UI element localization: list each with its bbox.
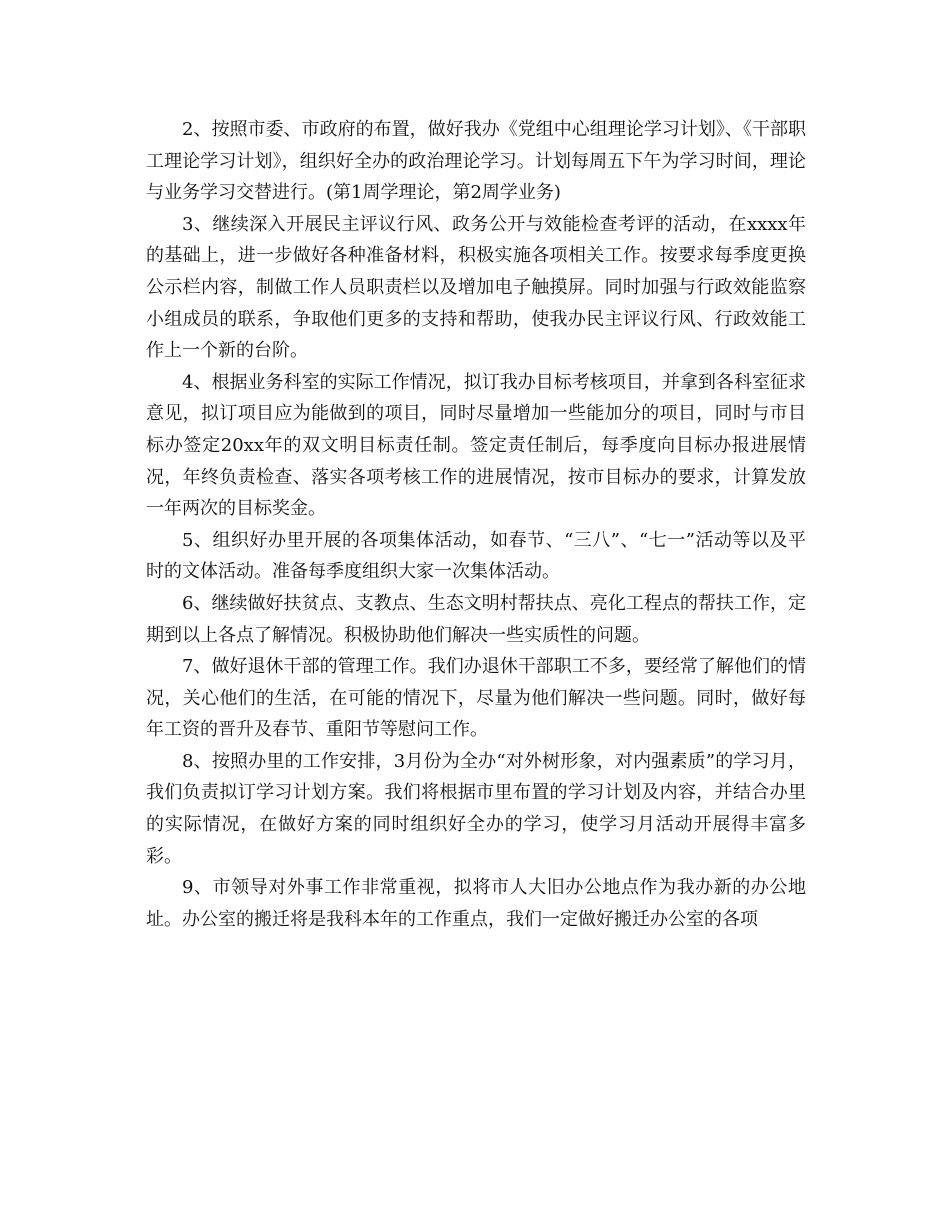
paragraph-item-5: 5、组织好办里开展的各项集体活动，如春节、“三八”、“七一”活动等以及平时的文体活动。准备每季度组织大家一次集体活动。 <box>146 529 806 583</box>
paragraph-item-2: 2、按照市委、市政府的布置，做好我办《党组中心组理论学习计划》、《干部职工理论学习计划》，组织好全办的政治理论学习。计划每周五下午为学习时间，理论与业务学习交替进行。(第1周学理论，第2周学业务) <box>146 119 806 204</box>
paragraph-item-7: 7、做好退休干部的管理工作。我们办退休干部职工不多，要经常了解他们的情况，关心他们的生活，在可能的情况下，尽量为他们解决一些问题。同时，做好每年工资的晋升及春节、重阳节等慰问工作。 <box>146 656 806 741</box>
paragraph-item-4: 4、根据业务科室的实际工作情况，拟订我办目标考核项目，并拿到各科室征求意见，拟订项目应为能做到的项目，同时尽量增加一些能加分的项目，同时与市目标办签定20xx年的双文明目标责任制。签定责任制后，每季度向目标办报进展情况，年终负责检查、落实各项考核工作的进展情况，按市目标办的要求，计算发放一年两次的目标奖金。 <box>146 371 806 520</box>
paragraph-item-6: 6、继续做好扶贫点、支教点、生态文明村帮扶点、亮化工程点的帮扶工作，定期到以上各点了解情况。积极协助他们解决一些实质性的问题。 <box>146 592 806 646</box>
paragraph-item-3: 3、继续深入开展民主评议行风、政务公开与效能检查考评的活动，在xxxx年的基础上，进一步做好各种准备材料，积极实施各项相关工作。按要求每季度更换公示栏内容，制做工作人员职责栏以及增加电子触摸屏。同时加强与行政效能监察小组成员的联系，争取他们更多的支持和帮助，使我办民主评议行风、行政效能工作上一个新的台阶。 <box>146 213 806 362</box>
paragraph-item-8: 8、按照办里的工作安排，3月份为全办“对外树形象，对内强素质”的学习月，我们负责拟订学习计划方案。我们将根据市里布置的学习计划及内容，并结合办里的实际情况，在做好方案的同时组织好全办的学习，使学习月活动开展得丰富多彩。 <box>146 750 806 867</box>
paragraph-item-9: 9、市领导对外事工作非常重视，拟将市人大旧办公地点作为我办新的办公地址。办公室的搬迁将是我科本年的工作重点，我们一定做好搬迁办公室的各项 <box>146 877 806 930</box>
document-body <box>146 114 806 935</box>
